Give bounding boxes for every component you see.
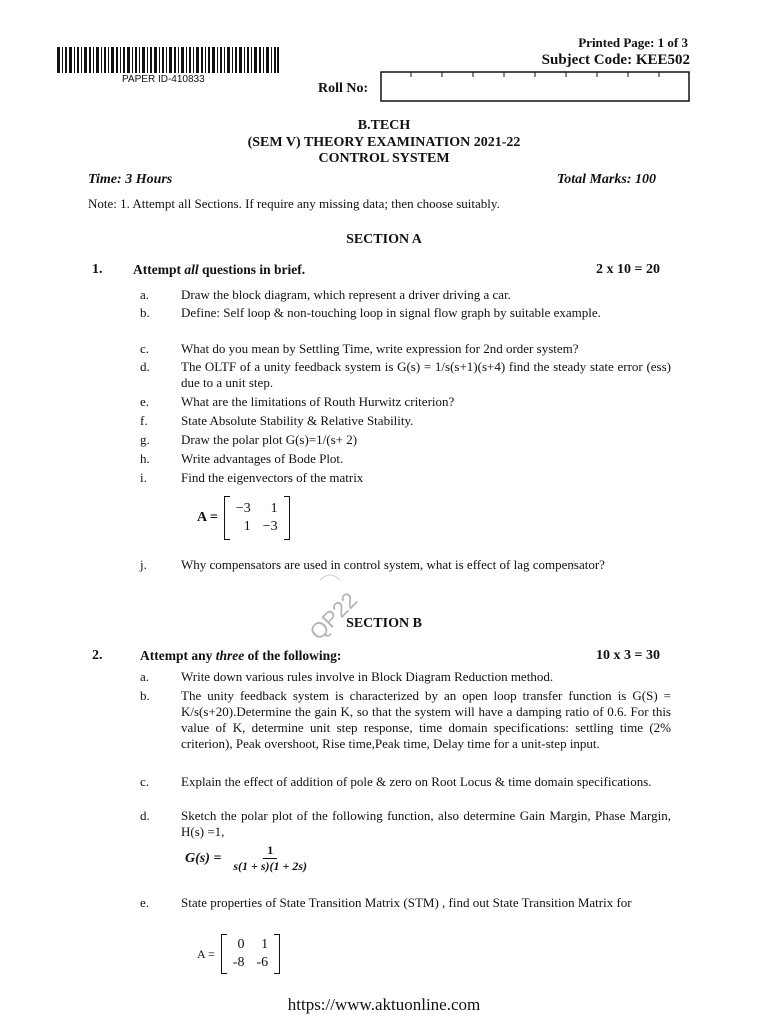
item-label: f.: [140, 413, 148, 428]
watermark-text: QP22: [304, 587, 363, 645]
item-text: Write advantages of Bode Plot.: [181, 451, 344, 466]
subject-code: Subject Code: KEE502: [541, 52, 690, 68]
exam-title: (SEM V) THEORY EXAMINATION 2021-22: [247, 135, 521, 150]
item-text: Define: Self loop & non-touching loop in signal flow graph by suitable example.: [181, 305, 601, 320]
item-text: The OLTF of a unity feedback system is G(s) = 1/s(s+1)(s+4) find the steady state error (ess) due to a unit step.: [181, 359, 671, 390]
matrix-a: [197, 496, 290, 540]
footer-url[interactable]: https://www.aktuonline.com: [287, 995, 481, 1014]
matrix-cell: 1: [243, 519, 251, 534]
fraction-denominator: s(1 + s)(1 + 2s): [233, 859, 308, 873]
section-b-heading: SECTION B: [346, 616, 422, 631]
item-label: j.: [140, 557, 147, 572]
item-text: State properties of State Transition Matrix (STM) , find out State Transition Matrix for: [181, 895, 632, 910]
matrix-right-bracket: [284, 496, 290, 540]
question-number: 1.: [92, 262, 103, 277]
item-text: State Absolute Stability & Relative Stability.: [181, 413, 414, 428]
section-a-heading: SECTION A: [346, 232, 422, 247]
matrix-stm: [197, 934, 280, 974]
roll-number-box[interactable]: [380, 71, 690, 102]
question-number: 2.: [92, 648, 103, 663]
item-label: e.: [140, 394, 150, 409]
transfer-function: [185, 843, 311, 874]
exam-time: Time: 3 Hours: [88, 172, 173, 187]
fraction-numerator: 1: [263, 843, 277, 859]
item-text: Sketch the polar plot of the following function, also determine Gain Margin, Phase Margin, H(s) =1,: [181, 808, 671, 839]
matrix-right-bracket: [274, 934, 280, 974]
item-label: i.: [140, 470, 147, 485]
matrix-cell: -6: [256, 955, 269, 970]
exam-degree: B.TECH: [357, 118, 411, 133]
item-label: b.: [140, 305, 150, 320]
transfer-function-lhs: G(s) =: [185, 850, 222, 866]
question-marks: 10 x 3 = 30: [596, 648, 660, 663]
item-label: d.: [140, 808, 150, 823]
matrix-cell: −3: [262, 519, 278, 534]
item-label: c.: [140, 774, 150, 789]
item-label: d.: [140, 359, 150, 374]
item-label: a.: [140, 669, 150, 684]
exam-subject: CONTROL SYSTEM: [318, 151, 450, 166]
matrix-cell: 1: [261, 937, 269, 952]
total-marks: Total Marks: 100: [556, 172, 656, 187]
item-label: b.: [140, 688, 150, 703]
item-label: e.: [140, 895, 150, 910]
item-text: Draw the block diagram, which represent a driver driving a car.: [181, 287, 511, 302]
printed-page: Printed Page: 1 of 3: [578, 35, 688, 50]
question-instruction: Attempt all questions in brief.: [133, 262, 306, 277]
item-text: Explain the effect of addition of pole & zero on Root Locus & time domain specifications.: [181, 774, 652, 789]
matrix-body: [227, 936, 274, 972]
item-text: Draw the polar plot G(s)=1/(s+ 2): [181, 432, 358, 447]
item-text: What do you mean by Settling Time, write expression for 2nd order system?: [181, 341, 579, 356]
matrix-body: [230, 500, 284, 536]
item-text: Find the eigenvectors of the matrix: [181, 470, 364, 485]
exam-note: Note: 1. Attempt all Sections. If require any missing data; then choose suitably.: [88, 196, 500, 211]
matrix-cell: 0: [237, 937, 245, 952]
item-text: The unity feedback system is characterized by an open loop transfer function is G(S) = K/s(s+20).Determine the gain K, so that the system will have a damping ratio of 0.6. For this value of K, determine unit step response, time domain specifications: settling time (2% criterion), Peak overshoot, Rise time,Peak time, Delay time for a unit-step input.: [181, 688, 671, 751]
item-label: g.: [140, 432, 150, 447]
item-label: a.: [140, 287, 150, 302]
item-text: Write down various rules involve in Block Diagram Reduction method.: [181, 669, 554, 684]
question-instruction: Attempt any three of the following:: [140, 648, 342, 663]
matrix-cell: −3: [235, 501, 251, 516]
paper-id: PAPER ID-410833: [122, 74, 205, 85]
matrix-cell: -8: [232, 955, 245, 970]
matrix-name: A =: [197, 946, 215, 961]
roll-number-label: Roll No:: [318, 81, 369, 96]
matrix-cell: 1: [270, 501, 278, 516]
item-label: c.: [140, 341, 150, 356]
item-text: Why compensators are used in control system, what is effect of lag compensator?: [181, 557, 605, 572]
fraction: [229, 843, 311, 874]
matrix-name: A =: [197, 510, 218, 525]
question-marks: 2 x 10 = 20: [596, 262, 660, 277]
item-text: What are the limitations of Routh Hurwitz criterion?: [181, 394, 455, 409]
barcode: [57, 47, 279, 73]
item-label: h.: [140, 451, 150, 466]
